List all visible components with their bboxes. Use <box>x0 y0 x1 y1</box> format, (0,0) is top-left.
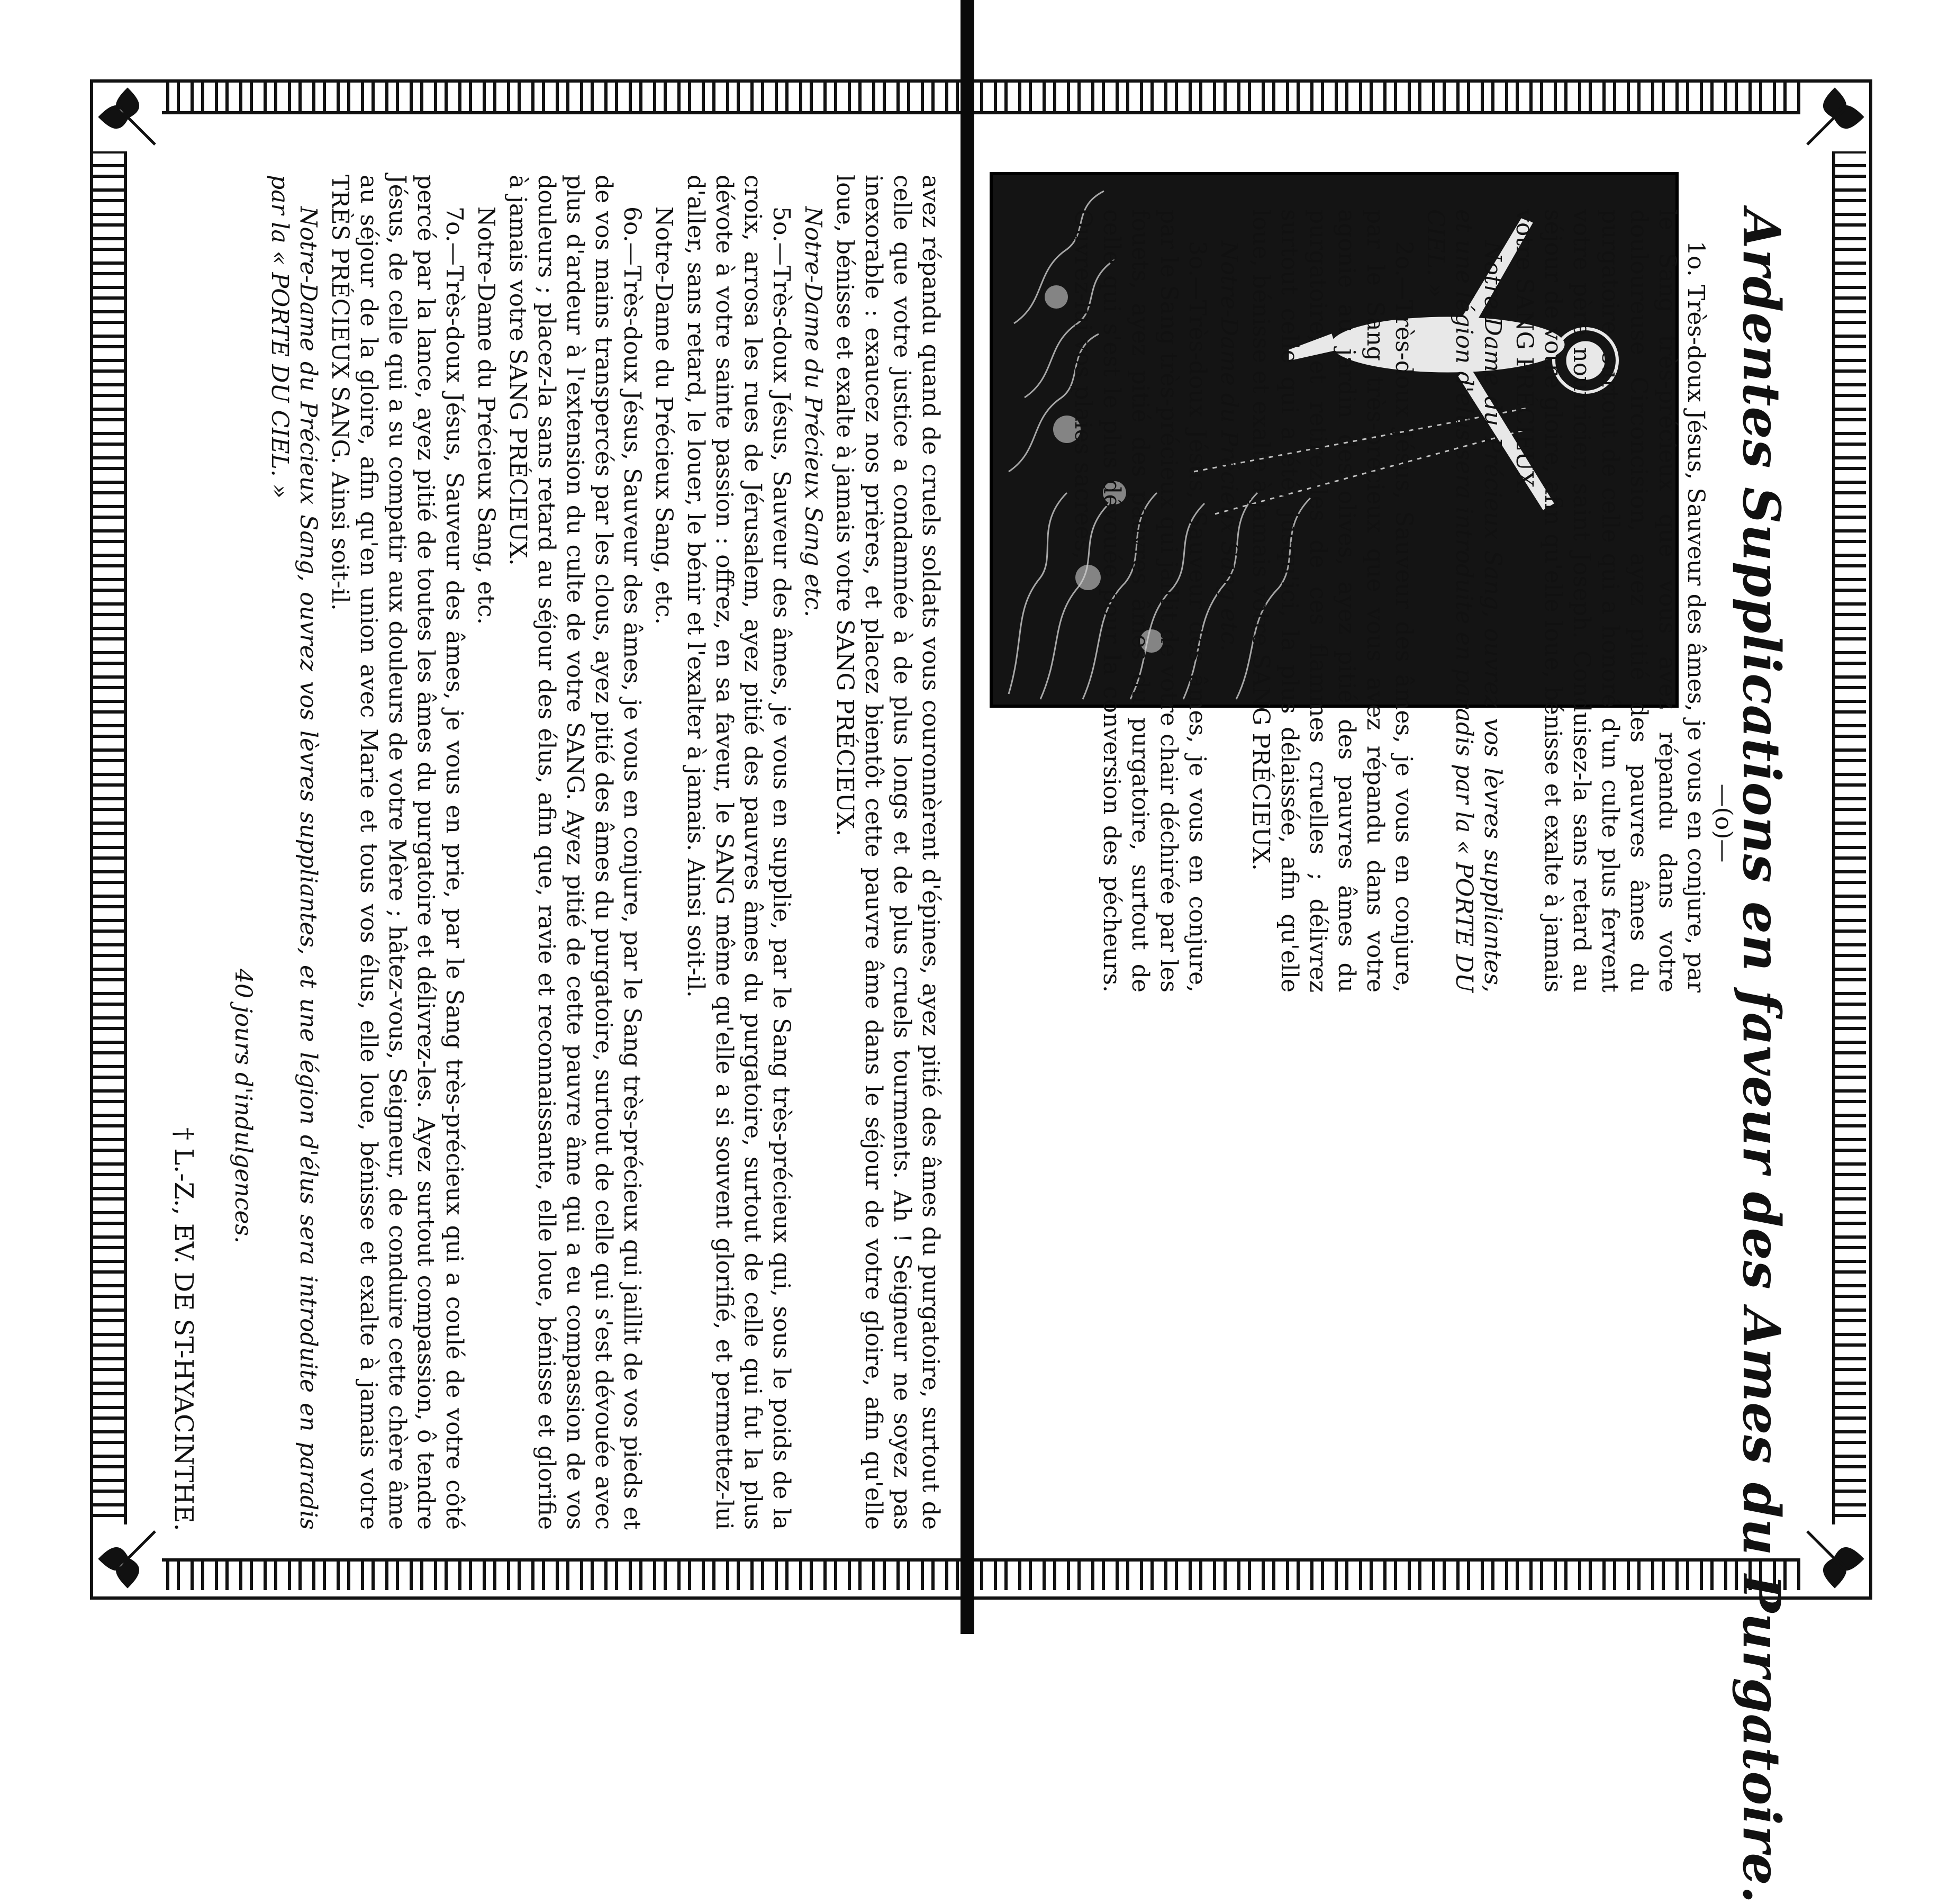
greek-key-border-right <box>1832 83 1866 1590</box>
prayer-5: 5o.—Très-doux Jésus, Sauveur des âmes, je vous en supplie, par le Sang très-précieux qui, sous le poids de la croix, arrosa les rues de Jérusalem, ayez pitié des pauvres âmes du purgatoire, surtout de celle qui fut la plus dévote à votre sainte passion : offrez, en sa faveur, le SANG même qu'elle a si souvent glorifié, et permettez-lui d'aller, sans retard, le louer, le bénir et l'exalter à jamais. Ainsi soit-il. <box>682 175 795 1530</box>
bishop-signature: † L.-Z., EV. DE ST-HYACINTHE. <box>169 1127 198 1531</box>
refrain-6: Notre-Dame du Précieux Sang, etc. <box>473 206 500 625</box>
fleuron-corner-icon <box>93 1524 162 1593</box>
greek-key-border-top <box>93 83 1869 114</box>
prayer-2: 2o.—Très-doux Jésus, Sauveur des âmes, je vous en conjure, par le Sang très-précieux que vous avez répandu dans votre agonie au jardin des olives, ayez pitié des pauvres âmes du purgatoire, et retirez-les de ces flammes cruelles ; délivrez surtout celle qui a été, jusqu'ici, la plus délaissée, afin qu'elle loue, bénisse et exalte à jamais votre SANG PRÉCIEUX. <box>1247 209 1417 992</box>
prayer-4-continued: avez répandu quand de cruels soldats vous couronnèrent d'épines, ayez pitié des âmes du purgatoire, surtout de celle que votre justice a condamnée à de plus longs et de plus cruels tourments. Ah ! Seigneur ne soyez pas inexorable : exaucez nos prières, et placez bientôt cette pauvre âme dans le séjour de votre gloire, afin qu'elle loue, bénisse et exalte à jamais votre SANG PRÉCIEUX. <box>831 175 944 1530</box>
refrain-1: Notre-Dame du Précieux Sang, ouvrez vos lèvres suppliantes, et une légion d'élus sera introduite en paradis par la « PORTE DU CIEL. » <box>1422 209 1506 992</box>
refrain-7: Notre-Dame du Précieux Sang, ouvrez vos lèvres suppliantes, et une légion d'élus sera introduite en paradis par la « PORTE DU CIEL. » <box>266 175 322 1530</box>
fleuron-corner-icon <box>1800 83 1869 151</box>
fleuron-corner-icon <box>1800 1524 1869 1593</box>
book-binding <box>961 0 974 1634</box>
prayer-1: 1o. Très-doux Jésus, Sauveur des âmes, je vous en conjure, par le Sang très-précieux que vous avez répandu dans votre douloureuse Circoncision, ayez pitié des pauvres âmes du purgatoire, surtout de celle qui a honoré d'un culte plus fervent votre père nourricier, saint Joseph. Conduisez-la sans retard au séjour de votre gloire, afin qu'elle loue, bénisse et exalte à jamais votre SANG PRÉCIEUX. <box>1511 209 1709 992</box>
prayer-7: 7o.—Très-doux Jésus, Sauveur des âmes, je vous en prie, par le Sang très-précieux qui a coulé de votre côté percé par la lance, ayez pitié de toutes les âmes du purgatoire et délivrez-les. Ayez surtout compassion, ô tendre Jésus, de celle qui a su compatir aux douleurs de votre Mère ; hâtez-vous, Seigneur, de conduire cette chère âme au séjour de la gloire, afin qu'en union avec Marie et tous vos élus, elle loue, bénisse et exalte à jamais votre TRÈS PRÉCIEUX SANG. Ainsi soit-il. <box>327 175 468 1530</box>
greek-key-border-bottom <box>93 1558 1869 1590</box>
prayer-6: 6o.—Très-doux Jésus, Sauveur des âmes, je vous en conjure, par le Sang très-précieux qui jaillit de vos pieds et de vos mains transpercés par les clous, ayez pitié des âmes du purgatoire, surtout de celle qui s'est dévouée avec plus d'ardeur à l'extension du culte de votre SANG. Ayez pitié de cette pauvre âme qui a eu compassion de vos douleurs ; placez-la sans retard au séjour des élus, afin que, ravie et reconnaissante, elle loue, bénisse et glorifie à jamais votre SANG PRÉCIEUX. <box>504 175 646 1530</box>
left-page-body <box>161 175 945 1530</box>
refrain-4: Notre-Dame du Précieux Sang etc. <box>800 206 827 618</box>
fleuron-corner-icon <box>93 83 162 151</box>
document-title: Ardentes Supplications en faveur des Ames du Purgatoire. <box>1732 209 1791 1904</box>
indulgence-note: 40 jours d'indulgences. <box>230 969 257 1244</box>
right-page-body <box>1065 209 1737 1437</box>
refrain-5: Notre-Dame du Précieux Sang, etc. <box>650 206 677 625</box>
ornament-divider: —(o)— <box>1710 783 1737 863</box>
refrain-2: Notre-Dame du Précieux Sang etc. <box>1216 241 1243 652</box>
prayer-3: 3o.—Très-doux Jésus, Sauveur des âmes, je vous en conjure, par le Sang très-précieux qui jaillit de votre chair déchirée par les fouets, ayez pitié des pauvres âmes du purgatoire, surtout de celle qui s'est le plus dévouée pour la conversion des pécheurs. Ouvrez-lui vos plaies sacrées, <box>1070 209 1211 992</box>
greek-key-border-left <box>93 83 127 1590</box>
